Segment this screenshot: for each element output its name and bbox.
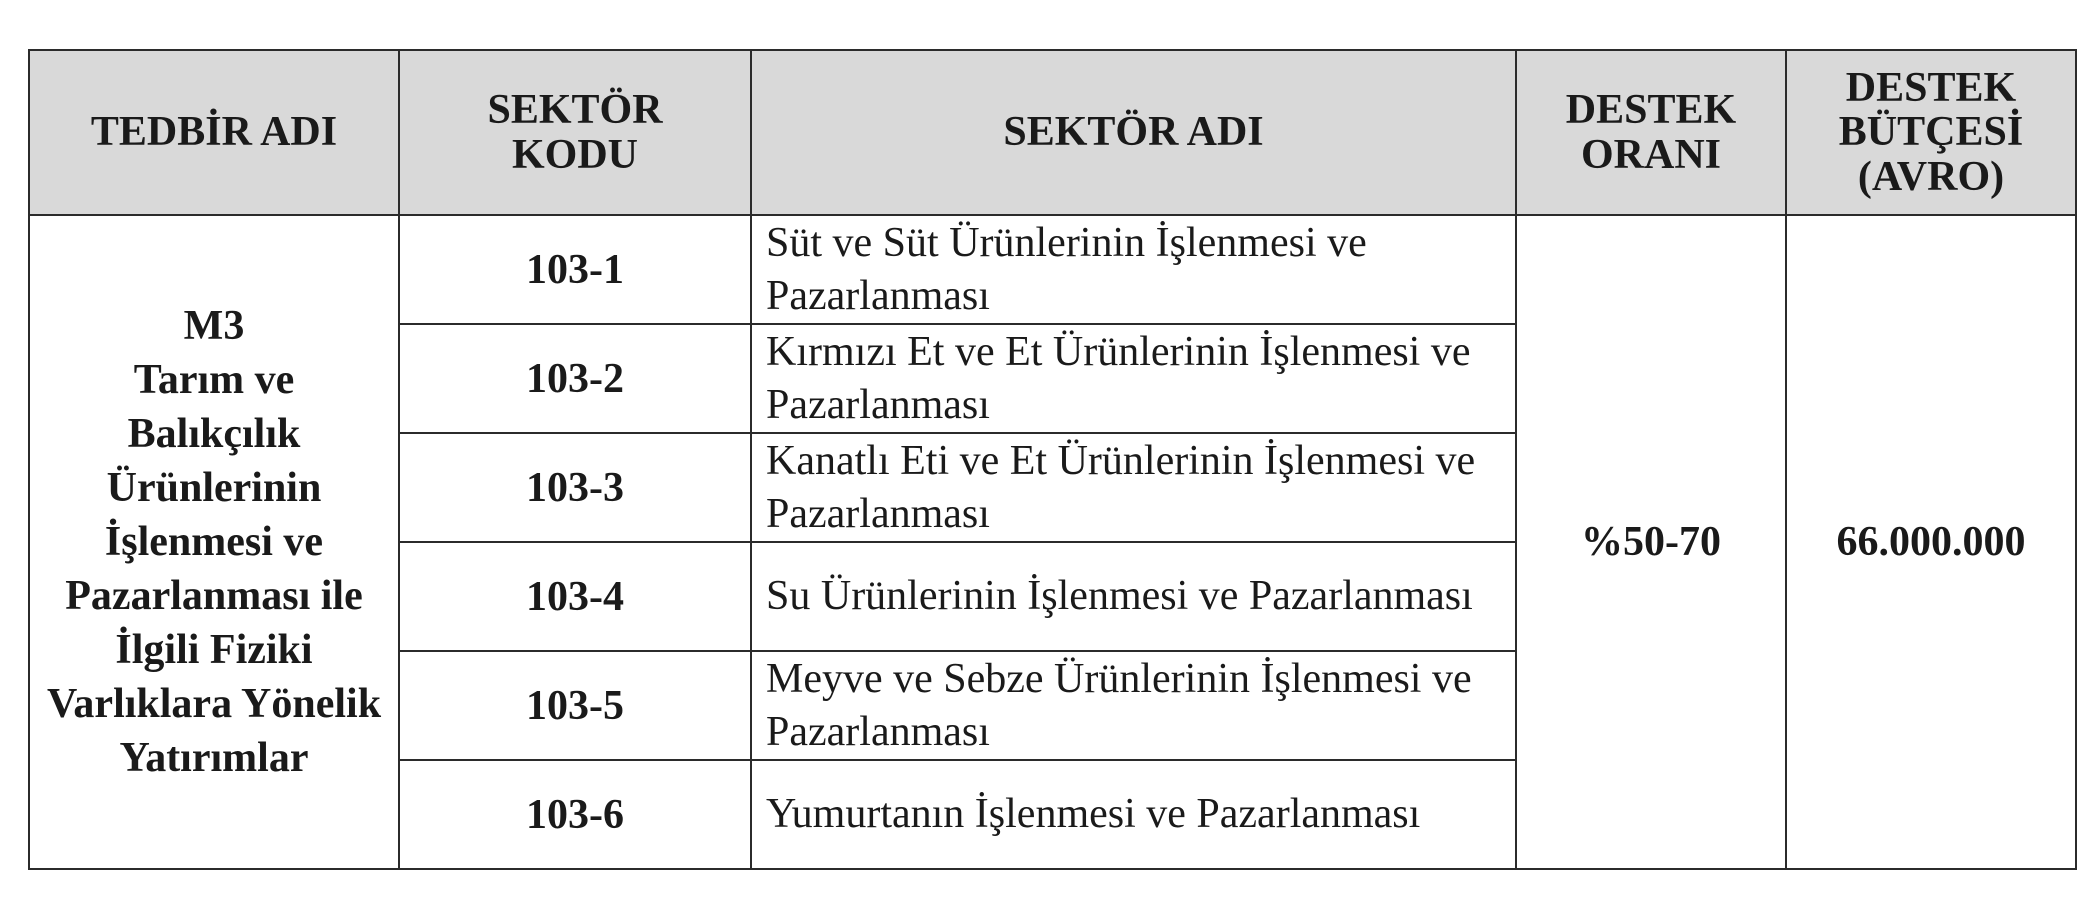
measure-sector-table: [28, 49, 2077, 870]
measure-code: M3: [183, 303, 245, 349]
sector-code: 103-2: [399, 324, 751, 433]
header-support-rate: DESTEK ORANI: [1516, 50, 1786, 215]
sector-code: 103-5: [399, 651, 751, 760]
sector-name: Meyve ve Sebze Ürünlerinin İşlenmesi ve Pazarlanması: [751, 651, 1516, 760]
sector-name: Yumurtanın İşlenmesi ve Pazarlanması: [751, 760, 1516, 869]
sector-name: Kırmızı Et ve Et Ürünlerinin İşlenmesi ve Pazarlanması: [751, 324, 1516, 433]
sector-code: 103-1: [399, 215, 751, 324]
header-support-budget: DESTEK BÜTÇESİ (AVRO): [1786, 50, 2076, 215]
sector-code: 103-4: [399, 542, 751, 651]
table-row: [29, 215, 2076, 324]
header-measure-name: TEDBİR ADI: [29, 50, 399, 215]
sector-code: 103-6: [399, 760, 751, 869]
header-sector-name: SEKTÖR ADI: [751, 50, 1516, 215]
sector-name: Kanatlı Eti ve Et Ürünlerinin İşlenmesi ve Pazarlanması: [751, 433, 1516, 542]
support-rate: %50-70: [1516, 215, 1786, 869]
measure-name: Tarım ve Balıkçılık Ürünlerinin İşlenmesi ve Pazarlanması ile İlgili Fiziki Varlıklara Yönelik Yatırımlar: [46, 357, 382, 781]
table-header-row: [29, 50, 2076, 215]
measure-cell: [29, 215, 399, 869]
sector-code: 103-3: [399, 433, 751, 542]
header-sector-code: SEKTÖR KODU: [399, 50, 751, 215]
support-budget: 66.000.000: [1786, 215, 2076, 869]
sector-name: Su Ürünlerinin İşlenmesi ve Pazarlanması: [751, 542, 1516, 651]
sector-name: Süt ve Süt Ürünlerinin İşlenmesi ve Pazarlanması: [751, 215, 1516, 324]
